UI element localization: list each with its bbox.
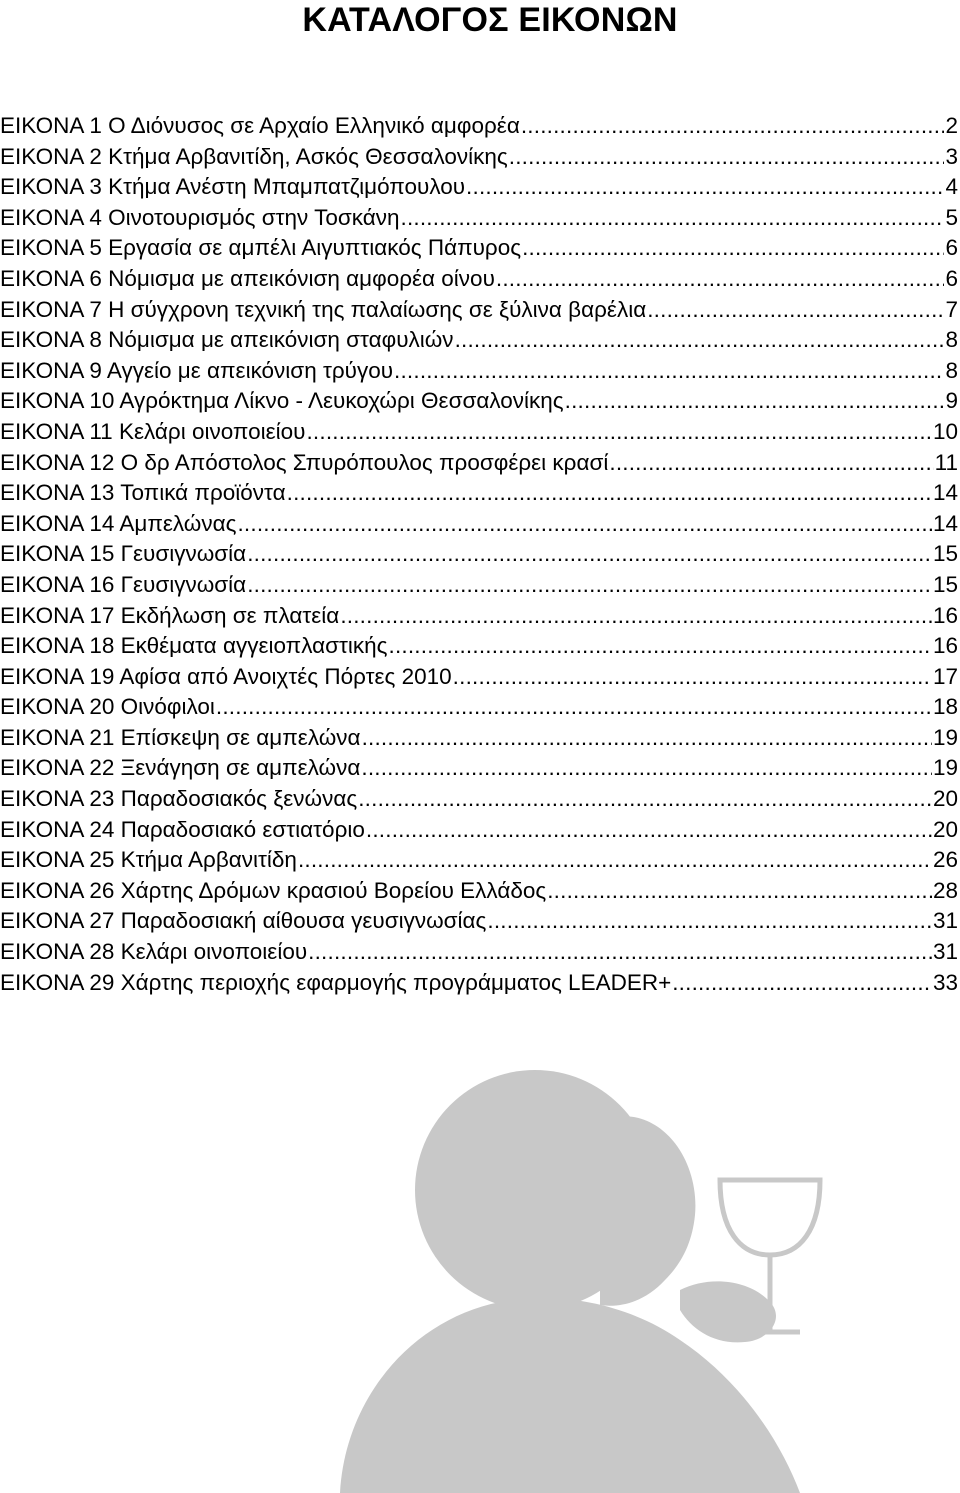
toc-entry-page-number: 19 <box>932 724 958 750</box>
toc-entry[interactable] <box>0 448 958 479</box>
toc-entry[interactable] <box>0 631 958 662</box>
dot-leader <box>361 753 932 784</box>
toc-entry[interactable] <box>0 295 958 326</box>
toc-entry-page-number: 31 <box>932 908 958 934</box>
toc-entry-label: ΕΙΚΟΝΑ 9 Αγγείο με απεικόνιση τρύγου <box>0 357 394 383</box>
toc-entry[interactable] <box>0 815 958 846</box>
dot-leader <box>366 815 932 846</box>
dot-leader <box>247 539 932 570</box>
dot-leader <box>455 325 945 356</box>
table-of-figures <box>0 111 958 998</box>
toc-entry-label: ΕΙΚΟΝΑ 7 Η σύγχρονη τεχνική της παλαίωσης σε ξύλινα βαρέλια <box>0 296 647 322</box>
dot-leader <box>522 233 944 264</box>
toc-entry[interactable] <box>0 753 958 784</box>
toc-entry[interactable] <box>0 784 958 815</box>
toc-entry-label: ΕΙΚΟΝΑ 4 Οινοτουρισμός στην Τοσκάνη <box>0 204 400 230</box>
toc-entry-page-number: 6 <box>945 265 958 291</box>
toc-entry-page-number: 15 <box>932 571 958 597</box>
toc-entry-label: ΕΙΚΟΝΑ 15 Γευσιγνωσία <box>0 541 247 567</box>
toc-entry-page-number: 18 <box>932 694 958 720</box>
toc-entry-page-number: 17 <box>932 663 958 689</box>
toc-entry[interactable] <box>0 509 958 540</box>
toc-entry-label: ΕΙΚΟΝΑ 22 Ξενάγηση σε αμπελώνα <box>0 755 361 781</box>
toc-entry-label: ΕΙΚΟΝΑ 14 Αμπελώνας <box>0 510 237 536</box>
toc-entry-page-number: 11 <box>934 449 958 475</box>
toc-entry[interactable] <box>0 906 958 937</box>
toc-entry-label: ΕΙΚΟΝΑ 21 Επίσκεψη σε αμπελώνα <box>0 724 361 750</box>
dot-leader <box>298 845 932 876</box>
toc-entry[interactable] <box>0 723 958 754</box>
toc-entry-page-number: 3 <box>945 143 958 169</box>
dot-leader <box>358 784 932 815</box>
toc-entry-page-number: 16 <box>932 602 958 628</box>
toc-entry-page-number: 20 <box>932 816 958 842</box>
dot-leader <box>362 723 932 754</box>
toc-entry[interactable] <box>0 539 958 570</box>
dot-leader <box>340 601 932 632</box>
toc-entry-label: ΕΙΚΟΝΑ 12 Ο δρ Απόστολος Σπυρόπουλος προσφέρει κρασί <box>0 449 609 475</box>
dot-leader <box>394 356 944 387</box>
dot-leader <box>647 295 944 326</box>
toc-entry-label: ΕΙΚΟΝΑ 8 Νόμισμα με απεικόνιση σταφυλιών <box>0 327 454 353</box>
toc-entry-label: ΕΙΚΟΝΑ 24 Παραδοσιακό εστιατόριο <box>0 816 365 842</box>
toc-entry[interactable] <box>0 968 958 999</box>
toc-entry[interactable] <box>0 478 958 509</box>
toc-entry[interactable] <box>0 325 958 356</box>
toc-entry-label: ΕΙΚΟΝΑ 11 Κελάρι οινοποιείου <box>0 418 306 444</box>
toc-entry[interactable] <box>0 662 958 693</box>
toc-entry-label: ΕΙΚΟΝΑ 3 Κτήμα Ανέστη Μπαμπατζιμόπουλου <box>0 174 466 200</box>
toc-entry-label: ΕΙΚΟΝΑ 2 Κτήμα Αρβανιτίδη, Ασκός Θεσσαλονίκης <box>0 143 508 169</box>
dot-leader <box>237 509 931 540</box>
wine-tasting-silhouette-icon <box>300 1040 860 1493</box>
dot-leader <box>565 386 945 417</box>
dot-leader <box>672 968 932 999</box>
toc-entry-label: ΕΙΚΟΝΑ 10 Αγρόκτημα Λίκνο - Λευκοχώρι Θεσσαλονίκης <box>0 388 564 414</box>
page-title: ΚΑΤΑΛΟΓΟΣ ΕΙΚΟΝΩΝ <box>302 1 678 39</box>
toc-entry-label: ΕΙΚΟΝΑ 25 Κτήμα Αρβανιτίδη <box>0 847 297 873</box>
dot-leader <box>287 478 932 509</box>
dot-leader <box>216 692 932 723</box>
dot-leader <box>487 906 932 937</box>
toc-entry-label: ΕΙΚΟΝΑ 27 Παραδοσιακή αίθουσα γευσιγνωσίας <box>0 908 487 934</box>
toc-entry-page-number: 28 <box>932 877 958 903</box>
toc-entry[interactable] <box>0 876 958 907</box>
toc-entry-page-number: 15 <box>932 541 958 567</box>
toc-entry-label: ΕΙΚΟΝΑ 16 Γευσιγνωσία <box>0 571 247 597</box>
toc-entry[interactable] <box>0 233 958 264</box>
toc-entry-label: ΕΙΚΟΝΑ 18 Εκθέματα αγγειοπλαστικής <box>0 633 388 659</box>
toc-entry-page-number: 16 <box>932 633 958 659</box>
toc-entry-label: ΕΙΚΟΝΑ 17 Εκδήλωση σε πλατεία <box>0 602 340 628</box>
toc-entry[interactable] <box>0 417 958 448</box>
dot-leader <box>509 142 945 173</box>
toc-entry-label: ΕΙΚΟΝΑ 23 Παραδοσιακός ξενώνας <box>0 786 358 812</box>
toc-entry-page-number: 20 <box>932 786 958 812</box>
toc-entry-page-number: 9 <box>945 388 958 414</box>
toc-entry-page-number: 26 <box>932 847 958 873</box>
toc-entry-page-number: 2 <box>945 113 958 138</box>
dot-leader <box>547 876 932 907</box>
toc-entry-label: ΕΙΚΟΝΑ 1 Ο Διόνυσος σε Αρχαίο Ελληνικό αμφορέα <box>0 113 520 138</box>
dot-leader <box>247 570 932 601</box>
toc-entry-page-number: 4 <box>945 174 958 200</box>
dot-leader <box>308 937 932 968</box>
toc-entry[interactable] <box>0 264 958 295</box>
toc-entry-page-number: 19 <box>932 755 958 781</box>
toc-entry-label: ΕΙΚΟΝΑ 26 Χάρτης Δρόμων κρασιού Βορείου Ελλάδος <box>0 877 547 903</box>
toc-entry[interactable] <box>0 570 958 601</box>
toc-entry-page-number: 8 <box>945 327 958 353</box>
toc-entry[interactable] <box>0 142 958 173</box>
toc-entry[interactable] <box>0 111 958 142</box>
dot-leader <box>453 662 932 693</box>
toc-entry[interactable] <box>0 172 958 203</box>
dot-leader <box>496 264 945 295</box>
toc-entry[interactable] <box>0 356 958 387</box>
toc-entry-label: ΕΙΚΟΝΑ 20 Οινόφιλοι <box>0 694 215 720</box>
toc-entry-page-number: 14 <box>932 480 958 506</box>
toc-entry[interactable] <box>0 692 958 723</box>
toc-entry-page-number: 6 <box>945 235 958 261</box>
toc-entry-page-number: 7 <box>945 296 958 322</box>
toc-entry-page-number: 8 <box>945 357 958 383</box>
dot-leader <box>401 203 945 234</box>
toc-entry-page-number: 10 <box>932 418 958 444</box>
dot-leader <box>609 448 933 479</box>
toc-entry-page-number: 5 <box>945 204 958 230</box>
toc-entry-page-number: 33 <box>932 969 958 995</box>
toc-entry[interactable] <box>0 203 958 234</box>
toc-entry[interactable] <box>0 601 958 632</box>
dot-leader <box>389 631 932 662</box>
toc-entry-label: ΕΙΚΟΝΑ 29 Χάρτης περιοχής εφαρμογής προγράμματος LEADER+ <box>0 969 672 995</box>
dot-leader <box>521 111 945 142</box>
dot-leader <box>466 172 944 203</box>
toc-entry-label: ΕΙΚΟΝΑ 19 Αφίσα από Ανοιχτές Πόρτες 2010 <box>0 663 452 689</box>
toc-entry-page-number: 14 <box>932 510 958 536</box>
toc-entry[interactable] <box>0 937 958 968</box>
toc-entry-label: ΕΙΚΟΝΑ 28 Κελάρι οινοποιείου <box>0 939 308 965</box>
toc-entry-page-number: 31 <box>932 939 958 965</box>
toc-entry-label: ΕΙΚΟΝΑ 6 Νόμισμα με απεικόνιση αμφορέα οίνου <box>0 265 495 291</box>
toc-entry-label: ΕΙΚΟΝΑ 13 Τοπικά προϊόντα <box>0 480 286 506</box>
toc-entry[interactable] <box>0 386 958 417</box>
toc-entry-label: ΕΙΚΟΝΑ 5 Εργασία σε αμπέλι Αιγυπτιακός Πάπυρος <box>0 235 522 261</box>
toc-entry[interactable] <box>0 845 958 876</box>
dot-leader <box>306 417 931 448</box>
